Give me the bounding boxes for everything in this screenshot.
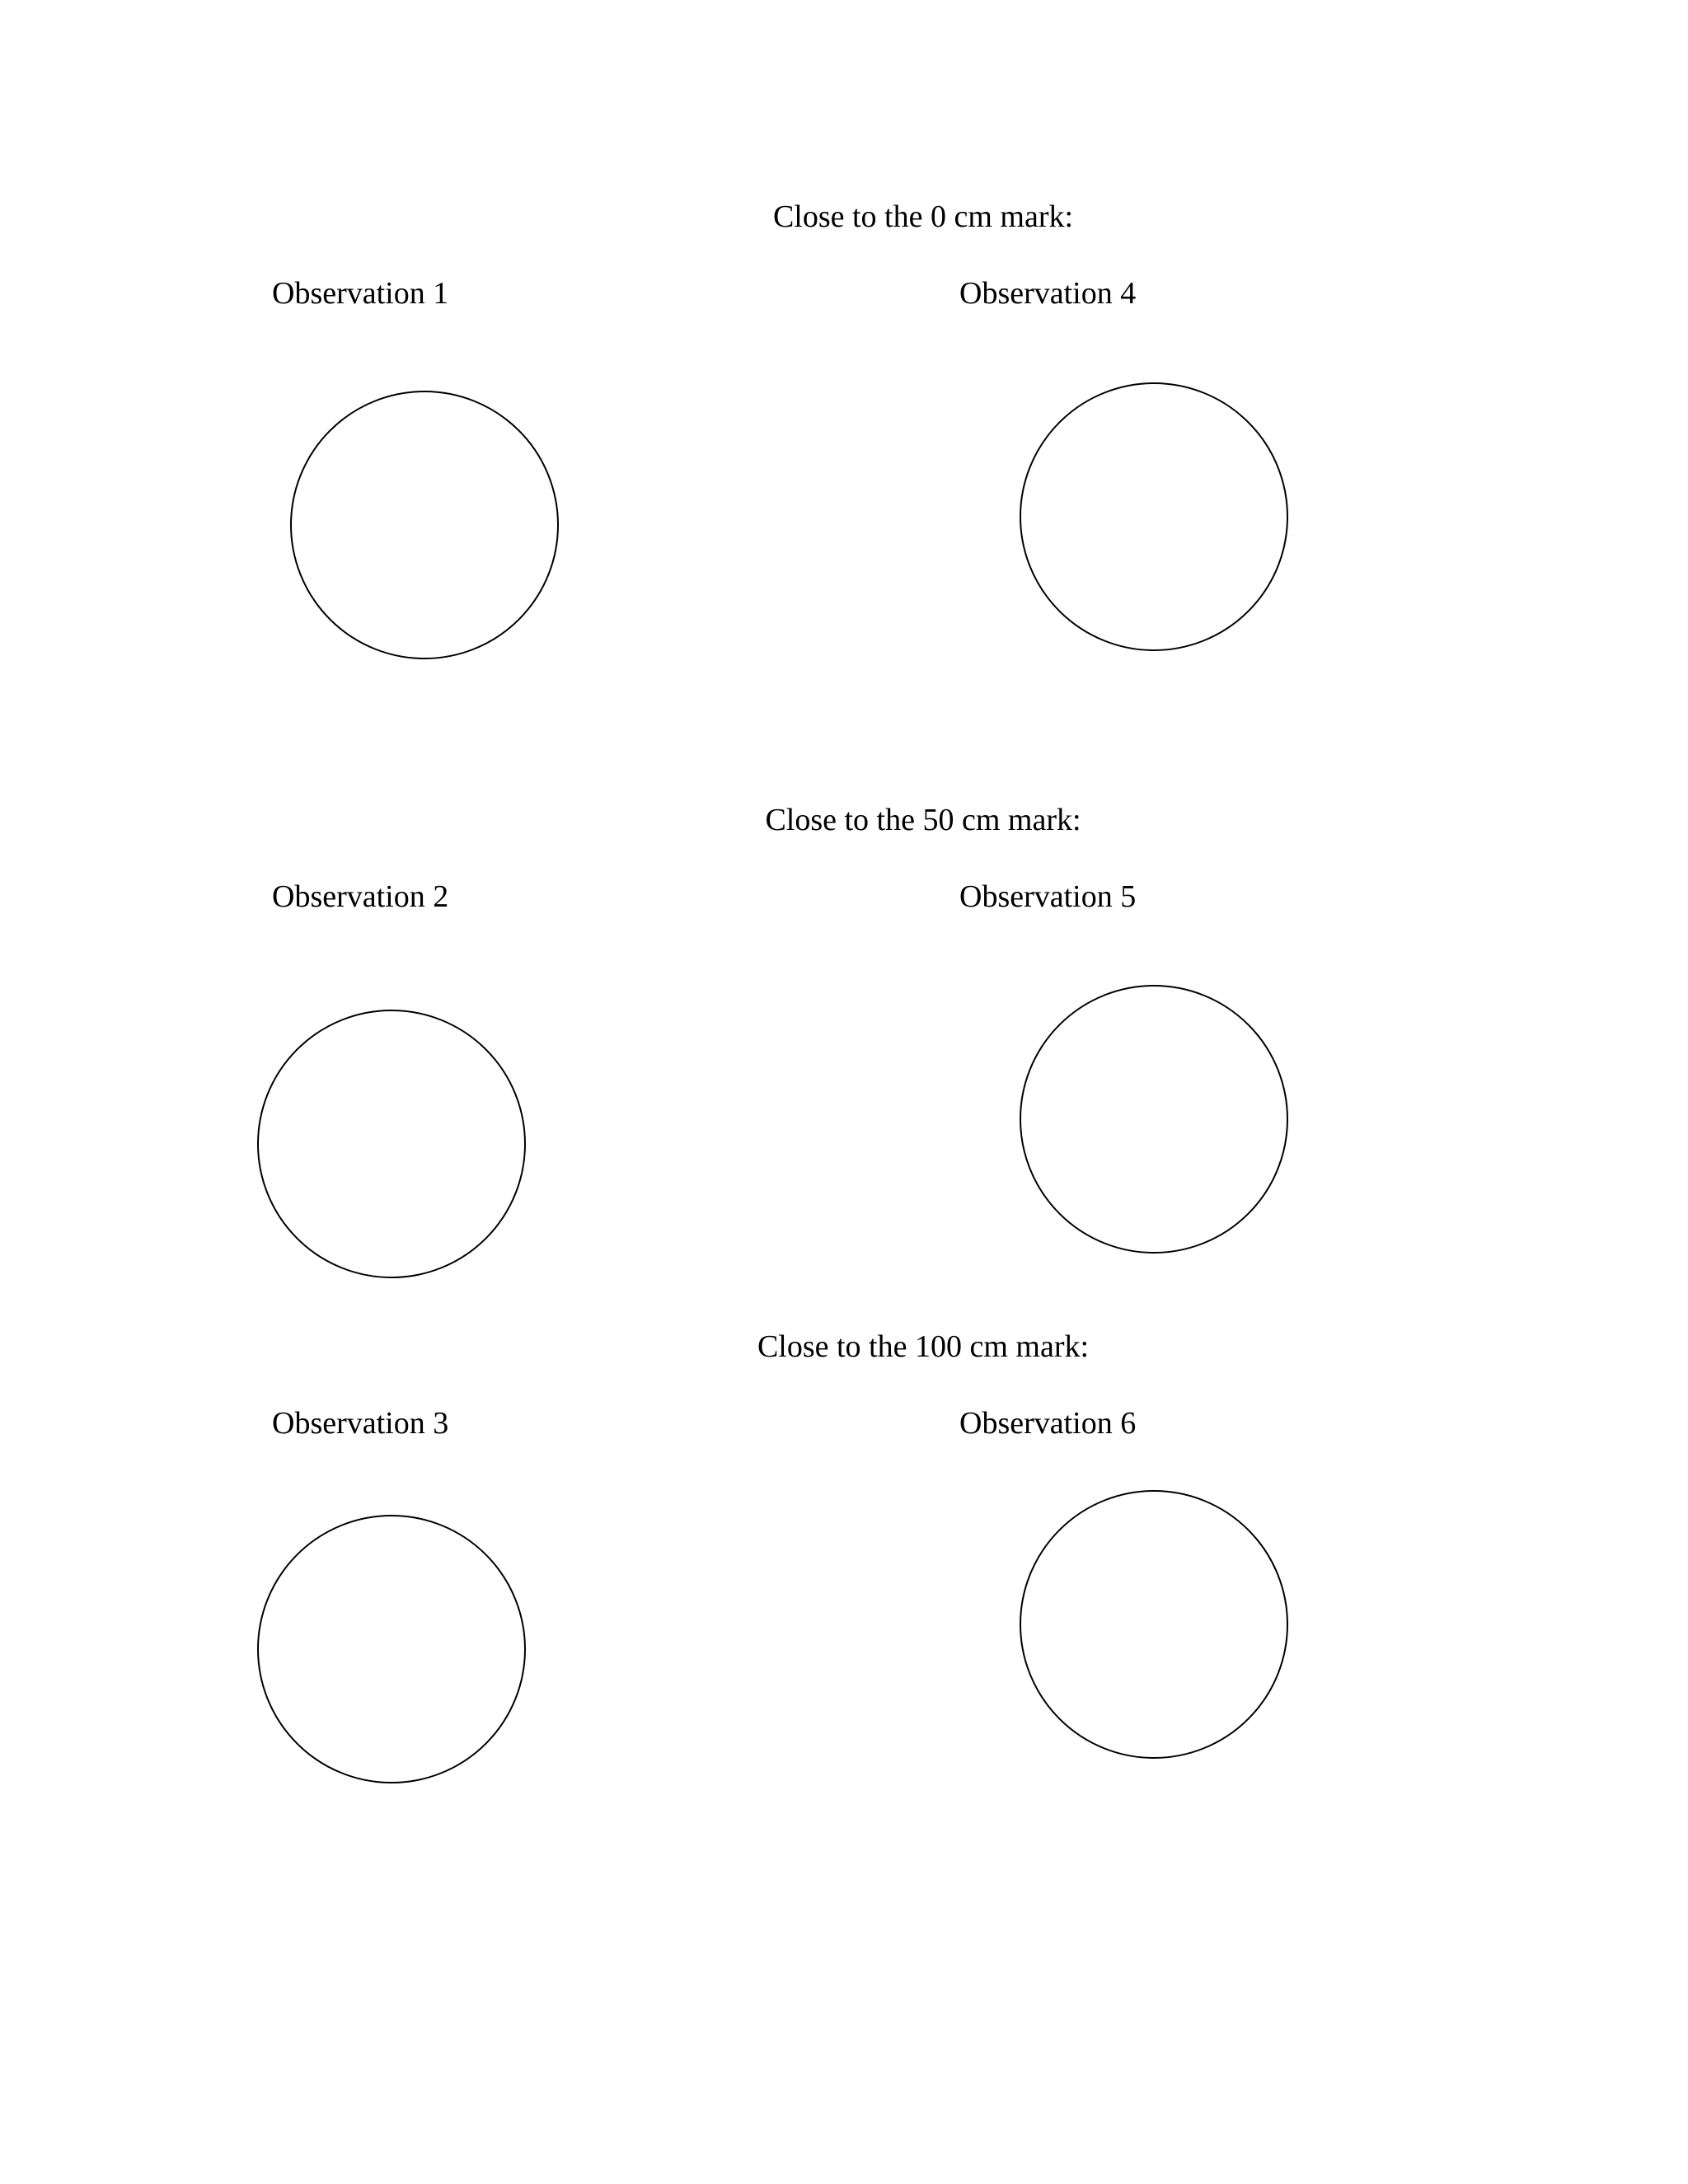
observation-1-label: Observation 1 [272,276,449,311]
observation-5-label: Observation 5 [959,879,1137,914]
observation-1-circle [290,391,559,659]
observation-4-label: Observation 4 [959,276,1137,311]
observation-3-label: Observation 3 [272,1406,449,1441]
observation-6-circle [1020,1490,1288,1759]
observation-2-circle [257,1010,526,1278]
observation-2-label: Observation 2 [272,879,449,914]
observation-5-circle [1020,985,1288,1254]
observation-4-circle [1020,382,1288,651]
section-heading-50cm: Close to the 50 cm mark: [765,803,1081,837]
observation-6-label: Observation 6 [959,1406,1137,1441]
observation-3-circle [257,1515,526,1783]
section-heading-100cm: Close to the 100 cm mark: [757,1329,1090,1364]
section-heading-0cm: Close to the 0 cm mark: [772,199,1074,234]
